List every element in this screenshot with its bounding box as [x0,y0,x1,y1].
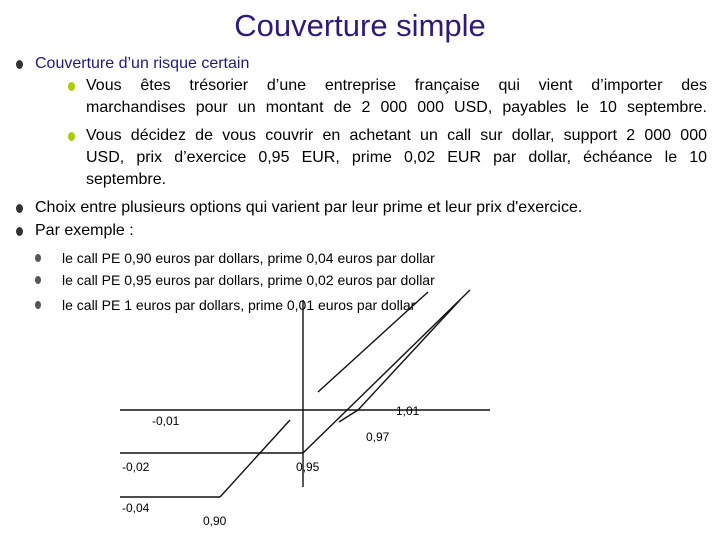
tick-label: -0,02 [122,460,150,474]
payoff-line-090-upper [318,292,428,392]
example-text: le call PE 0,90 euros par dollars, prime 0,04 euros par dollar [62,250,435,266]
tick-label: -0,04 [122,501,150,515]
tick-label: -0,01 [152,414,180,428]
sub-bullet-text: marchandises pour un montant de 2 000 000 USD, payables le 10 septembre. [86,99,707,116]
bullet-text: Par exemple : [35,222,134,239]
sub-bullet-text: septembre. [86,171,167,188]
tick-label: 1,01 [396,404,420,418]
sub-bullet-text: Vous êtes trésorier d’une entreprise française qui vient d’importer des [86,77,707,94]
sub-bullet-text: Vous décidez de vous couvrir en achetant un call sur dollar, support 2 000 000 [86,127,707,144]
example-text: le call PE 0,95 euros par dollars, prime 0,02 euros par dollar [62,272,435,288]
bullet-heading: Couverture d’un risque certain [35,55,250,72]
slide-title: Couverture simple [234,8,486,43]
tick-label: 0,90 [203,514,227,528]
sub-bullet-text: USD, prix d’exercice 0,95 EUR, prime 0,02 EUR par dollar, échéance le 10 [86,149,707,166]
payoff-line-1 [358,300,460,410]
bullet-text: Choix entre plusieurs options qui varient par leur prime et leur prix d'exercice. [35,199,583,216]
tick-label: 0,95 [296,460,320,474]
payoff-line-095 [303,290,470,453]
example-text: le call PE 1 euros par dollars, prime 0,01 euros par dollar [62,297,416,313]
payoff-line-090 [220,420,290,497]
tick-label: 0,97 [366,430,390,444]
